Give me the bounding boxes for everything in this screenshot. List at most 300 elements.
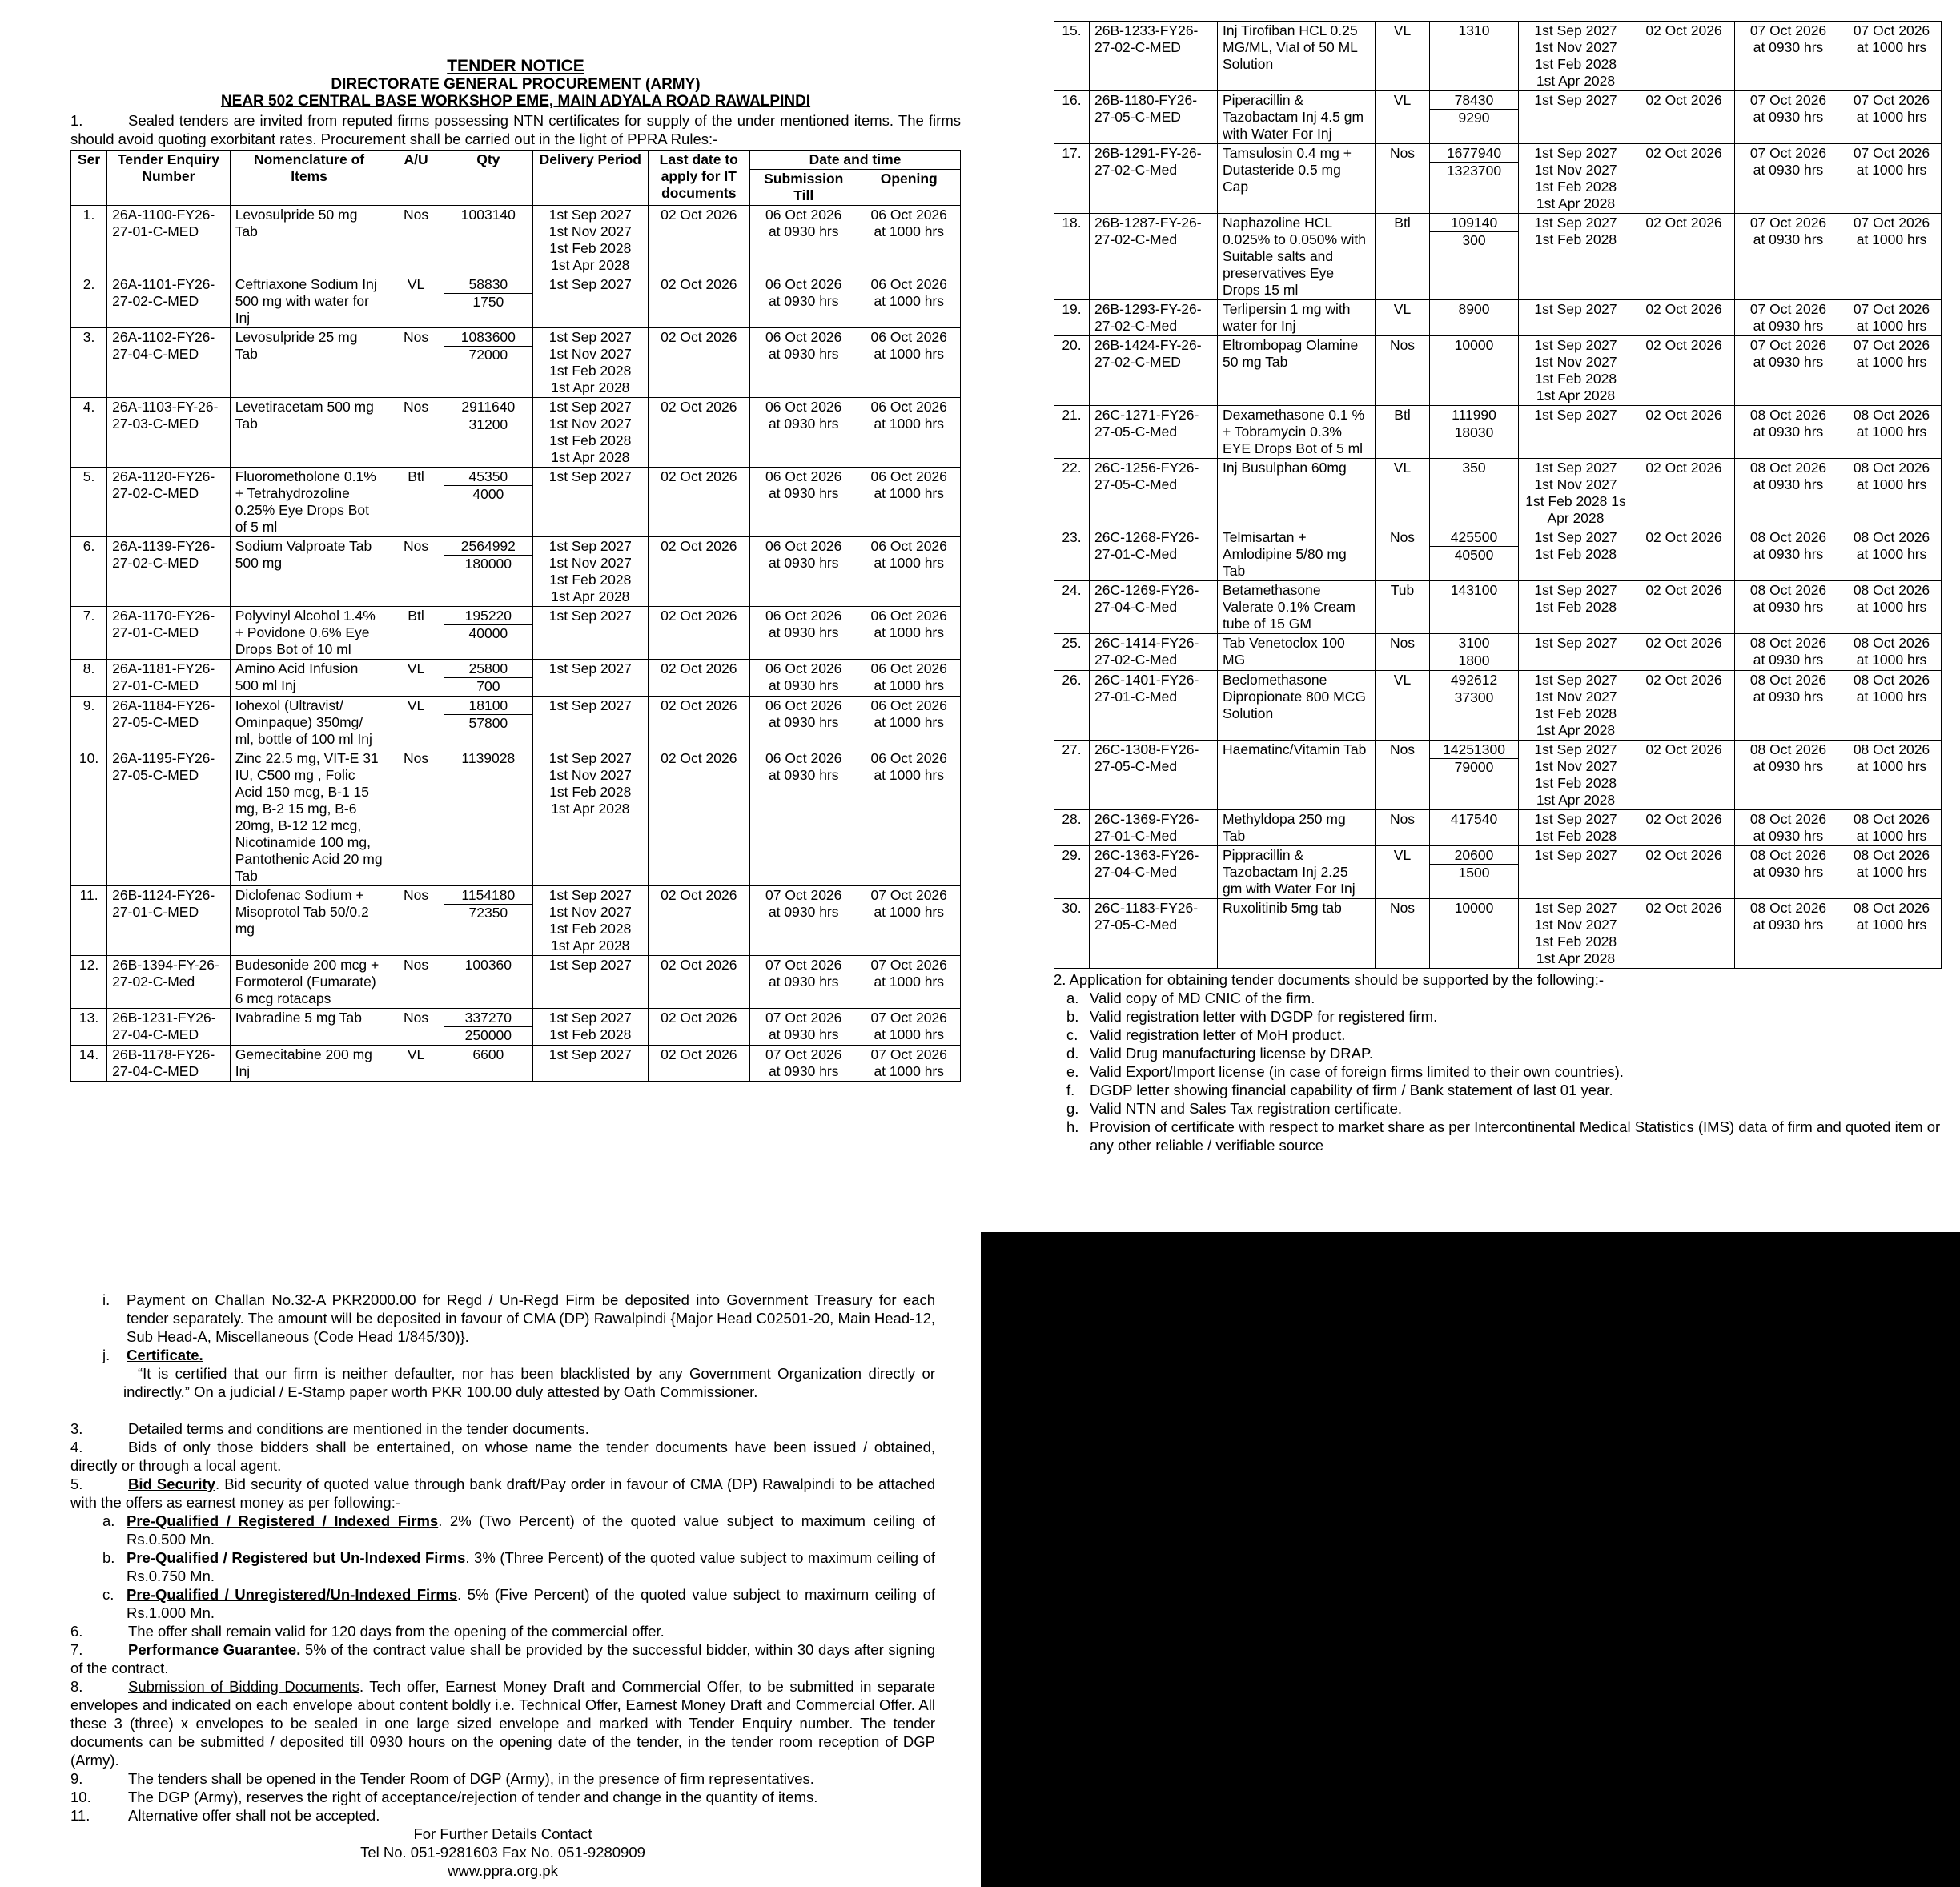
cell-submission: 06 Oct 2026 at 0930 hrs [750, 328, 858, 398]
qty-value-2: 300 [1462, 232, 1486, 248]
cell-lastdate: 02 Oct 2026 [648, 275, 749, 328]
intro-number: 1. [70, 112, 83, 129]
para-8: 8. Submission of Bidding Documents. Tech offer, Earnest Money Draft and Commercial Offer, to be submitted in separate envelopes and indicated on each envelope about content boldly i.e. Technical Offer, Earnest Money Draft and Commercial Offer. All these 3 (three) x envelopes to be sealed in one large sized envelope and marked with Tender Enquiry number. The tender documents can be submitted / deposited till 0930 hours on the opening date of the tender, in the tender room reception of DGP (Army). [70, 1678, 935, 1769]
cell-opening: 07 Oct 2026 at 1000 hrs [1842, 144, 1942, 214]
para-6: 6. The offer shall remain valid for 120 days from the opening of the commercial offer. [70, 1623, 665, 1640]
qty-value: 2911640 [444, 399, 532, 416]
cell-submission: 07 Oct 2026 at 0930 hrs [1735, 22, 1842, 91]
cell-lastdate: 02 Oct 2026 [1633, 528, 1735, 581]
cell-ser: 23. [1054, 528, 1090, 581]
cell-delivery: 1st Sep 2027 1st Nov 2027 1st Feb 2028 1st Apr 2028 [533, 537, 649, 607]
qty-value: 337270 [444, 1010, 532, 1027]
cell-qty [1430, 899, 1519, 969]
term-i: i. Payment on Challan No.32-A PKR2000.00 for Regd / Un-Regd Firm be deposited into Government Treasury for each tender separately. The amount will be deposited in favour of CMA (DP) Rawalpindi {Major Head C02501-20, Main Head-12, Sub Head-A, Miscellaneous (Code Head 1/845/30)}. [102, 1291, 935, 1345]
cell-delivery: 1st Sep 2027 [1519, 91, 1633, 144]
cell-item: Zinc 22.5 mg, VIT-E 31 IU, C500 mg , Folic Acid 150 mcg, B-1 15 mg, B-2 15 mg, B-6 20mg, B-12 12 mcg, Nicotinamide 100 mg, Pantothenic Acid 20 mg Tab [230, 749, 388, 886]
cell-qty [1430, 846, 1519, 899]
cell-item: Haematinc/Vitamin Tab [1218, 741, 1376, 810]
qty-value: 45350 [444, 468, 532, 486]
cell-lastdate: 02 Oct 2026 [648, 537, 749, 607]
application-item [1054, 1118, 1941, 1154]
cell-delivery: 1st Sep 2027 1st Feb 2028 [533, 1009, 649, 1046]
cell-qty [1430, 741, 1519, 810]
cell-ser: 10. [71, 749, 107, 886]
intro-text: Sealed tenders are invited from reputed firms possessing NTN certificates for supply of the under mentioned items. The firms should avoid quoting exorbitant rates. Procurement shall be carried out in the light of PPRA Rules:- [70, 112, 961, 147]
qty-value: 350 [1462, 460, 1486, 476]
cell-lastdate: 02 Oct 2026 [648, 956, 749, 1009]
cell-lastdate: 02 Oct 2026 [648, 1009, 749, 1046]
term-j: j. Certificate. [102, 1347, 203, 1363]
th-datetime: Date and time [750, 151, 961, 170]
cell-opening: 08 Oct 2026 at 1000 hrs [1842, 528, 1942, 581]
cell-au: Tub [1376, 581, 1430, 634]
th-lastdate: Last date to apply for IT documents [648, 151, 749, 206]
cell-lastdate: 02 Oct 2026 [1633, 581, 1735, 634]
para-4: 4. Bids of only those bidders shall be entertained, on whose name the tender documents have been issued / obtained, directly or through a local agent. [70, 1439, 935, 1474]
cell-item: Inj Busulphan 60mg [1218, 459, 1376, 528]
cell-submission: 07 Oct 2026 at 0930 hrs [750, 886, 858, 956]
application-item-text: Provision of certificate with respect to market share as per Intercontinental Medical Statistics (IMS) data of firm and quoted item or any other reliable / verifiable source [1090, 1118, 1941, 1154]
cell-opening: 07 Oct 2026 at 1000 hrs [1842, 300, 1942, 336]
cell-submission: 06 Oct 2026 at 0930 hrs [750, 660, 858, 697]
cell-enquiry: 26B-1178-FY26-27-04-C-MED [107, 1046, 231, 1082]
application-item [1054, 1007, 1941, 1026]
qty-value-2: 700 [476, 678, 500, 694]
table-row [71, 749, 961, 886]
cell-delivery: 1st Sep 2027 [533, 956, 649, 1009]
qty-value: 6600 [472, 1046, 504, 1062]
table-row [71, 1046, 961, 1082]
application-item-key: f. [1066, 1082, 1075, 1098]
cell-delivery: 1st Sep 2027 [533, 660, 649, 697]
cell-opening: 06 Oct 2026 at 1000 hrs [858, 749, 961, 886]
cell-opening: 07 Oct 2026 at 1000 hrs [858, 886, 961, 956]
application-item-key: c. [1066, 1026, 1078, 1043]
cell-submission: 06 Oct 2026 at 0930 hrs [750, 275, 858, 328]
th-qty: Qty [444, 151, 532, 206]
cell-ser: 3. [71, 328, 107, 398]
cell-enquiry: 26C-1256-FY26-27-05-C-Med [1090, 459, 1218, 528]
cell-submission: 08 Oct 2026 at 0930 hrs [1735, 741, 1842, 810]
qty-value: 109140 [1430, 215, 1518, 232]
qty-value: 1083600 [444, 329, 532, 347]
items-table-left-body [71, 206, 961, 1082]
table-row [71, 956, 961, 1009]
cell-ser: 12. [71, 956, 107, 1009]
cell-delivery: 1st Sep 2027 [1519, 300, 1633, 336]
qty-value-2: 9290 [1458, 110, 1490, 126]
cell-delivery: 1st Sep 2027 [1519, 846, 1633, 899]
cell-submission: 08 Oct 2026 at 0930 hrs [1735, 634, 1842, 671]
application-item-key: d. [1066, 1045, 1079, 1062]
cell-opening: 06 Oct 2026 at 1000 hrs [858, 607, 961, 660]
cell-ser: 21. [1054, 406, 1090, 459]
qty-value: 1139028 [461, 750, 516, 766]
cell-opening: 08 Oct 2026 at 1000 hrs [1842, 741, 1942, 810]
cell-au: Nos [1376, 336, 1430, 406]
cell-submission: 06 Oct 2026 at 0930 hrs [750, 607, 858, 660]
application-item [1054, 1062, 1941, 1081]
cell-item: Gemecitabine 200 mg Inj [230, 1046, 388, 1082]
cell-qty [444, 660, 532, 697]
para-5: 5. Bid Security. Bid security of quoted value through bank draft/Pay order in favour of CMA (DP) Rawalpindi to be attached with the offers as earnest money as per following:- [70, 1475, 935, 1511]
cell-enquiry: 26C-1414-FY26-27-02-C-Med [1090, 634, 1218, 671]
table-row [71, 660, 961, 697]
cell-qty [1430, 22, 1519, 91]
cell-item: Ruxolitinib 5mg tab [1218, 899, 1376, 969]
cell-au: Nos [1376, 144, 1430, 214]
ppra-link[interactable]: www.ppra.org.pk [448, 1862, 558, 1879]
cell-item: Terlipersin 1 mg with water for Inj [1218, 300, 1376, 336]
qty-value-2: 40000 [468, 625, 508, 641]
cell-opening: 06 Oct 2026 at 1000 hrs [858, 398, 961, 468]
cell-delivery: 1st Sep 2027 1st Nov 2027 1st Feb 2028 1st Apr 2028 [533, 328, 649, 398]
cell-enquiry: 26B-1124-FY26-27-01-C-MED [107, 886, 231, 956]
cell-opening: 08 Oct 2026 at 1000 hrs [1842, 810, 1942, 846]
table-row [1054, 634, 1942, 671]
cell-delivery: 1st Sep 2027 1st Nov 2027 1st Feb 2028 1st Apr 2028 [533, 398, 649, 468]
cell-au: VL [1376, 91, 1430, 144]
cell-delivery: 1st Sep 2027 [533, 468, 649, 537]
cell-enquiry: 26C-1369-FY26-27-01-C-Med [1090, 810, 1218, 846]
cell-lastdate: 02 Oct 2026 [1633, 336, 1735, 406]
cell-lastdate: 02 Oct 2026 [1633, 22, 1735, 91]
table-row [1054, 336, 1942, 406]
table-row [1054, 22, 1942, 91]
cell-delivery: 1st Sep 2027 1st Nov 2027 1st Feb 2028 1s Apr 2028 [1519, 459, 1633, 528]
cell-submission: 07 Oct 2026 at 0930 hrs [1735, 300, 1842, 336]
cell-qty [1430, 144, 1519, 214]
cell-item: Polyvinyl Alcohol 1.4% + Povidone 0.6% Eye Drops Bot of 10 ml [230, 607, 388, 660]
cell-delivery: 1st Sep 2027 1st Nov 2027 1st Feb 2028 1st Apr 2028 [1519, 144, 1633, 214]
cell-item: Beclomethasone Dipropionate 800 MCG Solution [1218, 671, 1376, 741]
para-5a: a. Pre-Qualified / Registered / Indexed Firms. 2% (Two Percent) of the quoted value subject to maximum ceiling of Rs.0.500 Mn. [102, 1512, 935, 1548]
items-table-right-body [1054, 22, 1942, 969]
qty-value: 425500 [1430, 529, 1518, 547]
cell-item: Levosulpride 50 mg Tab [230, 206, 388, 275]
cell-opening: 08 Oct 2026 at 1000 hrs [1842, 634, 1942, 671]
cell-lastdate: 02 Oct 2026 [1633, 899, 1735, 969]
th-ser: Ser [71, 151, 107, 206]
cell-submission: 08 Oct 2026 at 0930 hrs [1735, 459, 1842, 528]
cell-ser: 20. [1054, 336, 1090, 406]
cell-lastdate: 02 Oct 2026 [1633, 634, 1735, 671]
cell-submission: 07 Oct 2026 at 0930 hrs [1735, 144, 1842, 214]
cell-delivery: 1st Sep 2027 [1519, 406, 1633, 459]
blank-black-area [981, 1232, 1960, 1887]
cell-enquiry: 26C-1363-FY26-27-04-C-Med [1090, 846, 1218, 899]
qty-value: 3100 [1430, 635, 1518, 652]
qty-value: 1677940 [1430, 145, 1518, 163]
cell-enquiry: 26B-1231-FY26-27-04-C-MED [107, 1009, 231, 1046]
qty-value: 14251300 [1430, 741, 1518, 759]
cell-qty [444, 468, 532, 537]
cell-opening: 06 Oct 2026 at 1000 hrs [858, 275, 961, 328]
qty-value: 20600 [1430, 847, 1518, 865]
cell-au: Nos [388, 328, 444, 398]
table-row [1054, 214, 1942, 300]
qty-value: 8900 [1458, 301, 1490, 317]
items-table-right [1054, 21, 1942, 969]
th-delivery: Delivery Period [533, 151, 649, 206]
table-row [71, 206, 961, 275]
qty-value-2: 31200 [468, 416, 508, 432]
cell-qty [444, 697, 532, 749]
qty-value: 78430 [1430, 92, 1518, 110]
cell-au: VL [388, 275, 444, 328]
cell-delivery: 1st Sep 2027 [533, 697, 649, 749]
cell-au: Nos [388, 206, 444, 275]
qty-value: 111990 [1430, 407, 1518, 424]
cell-qty [444, 328, 532, 398]
table-row [1054, 899, 1942, 969]
contact-phone: Tel No. 051-9281603 Fax No. 051-9280909 [360, 1844, 645, 1861]
items-table-left [70, 150, 961, 1082]
cell-lastdate: 02 Oct 2026 [648, 398, 749, 468]
application-item [1054, 1026, 1941, 1044]
table-row [1054, 528, 1942, 581]
cell-au: VL [1376, 671, 1430, 741]
cell-au: Nos [1376, 899, 1430, 969]
cell-item: Tab Venetoclox 100 MG [1218, 634, 1376, 671]
para-3: 3. Detailed terms and conditions are mentioned in the tender documents. [70, 1420, 589, 1437]
contact-heading: For Further Details Contact [413, 1825, 592, 1842]
cell-opening: 07 Oct 2026 at 1000 hrs [858, 956, 961, 1009]
cell-opening: 07 Oct 2026 at 1000 hrs [858, 1046, 961, 1082]
cell-ser: 4. [71, 398, 107, 468]
application-item-text: Valid registration letter with DGDP for registered firm. [1090, 1008, 1438, 1025]
cell-qty [1430, 336, 1519, 406]
th-submission: Submission Till [750, 170, 858, 206]
cell-qty [1430, 671, 1519, 741]
cell-au: Nos [388, 749, 444, 886]
cell-lastdate: 02 Oct 2026 [648, 607, 749, 660]
cell-submission: 08 Oct 2026 at 0930 hrs [1735, 406, 1842, 459]
qty-value: 1003140 [460, 207, 516, 223]
cell-qty [444, 537, 532, 607]
cell-submission: 07 Oct 2026 at 0930 hrs [750, 1046, 858, 1082]
para-5b: b. Pre-Qualified / Registered but Un-Indexed Firms. 3% (Three Percent) of the quoted value subject to maximum ceiling of Rs.0.750 Mn. [102, 1549, 935, 1584]
cell-delivery: 1st Sep 2027 [533, 607, 649, 660]
cell-submission: 06 Oct 2026 at 0930 hrs [750, 749, 858, 886]
cell-qty [444, 886, 532, 956]
cell-opening: 06 Oct 2026 at 1000 hrs [858, 328, 961, 398]
cell-enquiry: 26A-1103-FY-26-27-03-C-MED [107, 398, 231, 468]
cell-item: Pippracillin & Tazobactam Inj 2.25 gm with Water For Inj [1218, 846, 1376, 899]
para-10: 10. The DGP (Army), reserves the right of acceptance/rejection of tender and change in the quantity of items. [70, 1789, 818, 1805]
application-item [1054, 1099, 1941, 1118]
cell-enquiry: 26C-1268-FY26-27-01-C-Med [1090, 528, 1218, 581]
cell-item: Levetiracetam 500 mg Tab [230, 398, 388, 468]
cell-ser: 30. [1054, 899, 1090, 969]
cell-enquiry: 26B-1291-FY-26-27-02-C-Med [1090, 144, 1218, 214]
qty-value-2: 72350 [468, 905, 508, 921]
cell-ser: 26. [1054, 671, 1090, 741]
cell-ser: 29. [1054, 846, 1090, 899]
cell-item: Sodium Valproate Tab 500 mg [230, 537, 388, 607]
cell-item: Ceftriaxone Sodium Inj 500 mg with water for Inj [230, 275, 388, 328]
cell-lastdate: 02 Oct 2026 [1633, 846, 1735, 899]
cell-delivery: 1st Sep 2027 1st Feb 2028 [1519, 810, 1633, 846]
cell-enquiry: 26A-1100-FY26-27-01-C-MED [107, 206, 231, 275]
cell-lastdate: 02 Oct 2026 [648, 749, 749, 886]
table-row [71, 468, 961, 537]
cell-au: VL [388, 697, 444, 749]
table-row [71, 697, 961, 749]
table-row [1054, 810, 1942, 846]
cell-qty [1430, 91, 1519, 144]
table-row [1054, 91, 1942, 144]
cell-au: Btl [388, 607, 444, 660]
cell-au: Nos [388, 537, 444, 607]
cell-qty [1430, 810, 1519, 846]
cell-qty [1430, 634, 1519, 671]
cell-ser: 6. [71, 537, 107, 607]
cell-opening: 08 Oct 2026 at 1000 hrs [1842, 899, 1942, 969]
qty-value-2: 1800 [1458, 652, 1490, 668]
qty-value: 417540 [1450, 811, 1498, 827]
qty-value: 10000 [1454, 337, 1494, 353]
qty-value-2: 250000 [464, 1027, 512, 1043]
cell-delivery: 1st Sep 2027 1st Nov 2027 1st Feb 2028 1st Apr 2028 [1519, 22, 1633, 91]
cell-opening: 08 Oct 2026 at 1000 hrs [1842, 459, 1942, 528]
cell-lastdate: 02 Oct 2026 [1633, 810, 1735, 846]
cell-au: Nos [1376, 810, 1430, 846]
qty-value-2: 72000 [468, 347, 508, 363]
cell-ser: 25. [1054, 634, 1090, 671]
cell-au: Btl [1376, 214, 1430, 300]
cell-submission: 07 Oct 2026 at 0930 hrs [750, 1009, 858, 1046]
para-7: 7. Performance Guarantee. 5% of the contract value shall be provided by the successful bidder, within 30 days after signing of the contract. [70, 1641, 935, 1676]
para-11: 11. Alternative offer shall not be accepted. [70, 1807, 380, 1824]
cell-submission: 06 Oct 2026 at 0930 hrs [750, 206, 858, 275]
cell-lastdate: 02 Oct 2026 [1633, 406, 1735, 459]
application-item-key: a. [1066, 990, 1079, 1006]
cell-item: Iohexol (Ultravist/ Ominpaque) 350mg/ ml, bottle of 100 ml Inj [230, 697, 388, 749]
cell-ser: 15. [1054, 22, 1090, 91]
notice-title: TENDER NOTICE [447, 57, 584, 75]
qty-value: 100360 [464, 957, 512, 973]
cell-qty [1430, 214, 1519, 300]
qty-value: 2564992 [444, 538, 532, 556]
table-row [1054, 406, 1942, 459]
cell-ser: 5. [71, 468, 107, 537]
cell-ser: 8. [71, 660, 107, 697]
cell-ser: 2. [71, 275, 107, 328]
cell-item: Budesonide 200 mcg + Formoterol (Fumarate) 6 mcg rotacaps [230, 956, 388, 1009]
application-item-key: e. [1066, 1063, 1079, 1080]
cell-delivery: 1st Sep 2027 1st Feb 2028 [1519, 214, 1633, 300]
cell-lastdate: 02 Oct 2026 [648, 328, 749, 398]
intro-paragraph [70, 111, 961, 148]
cell-item: Dexamethasone 0.1 % + Tobramycin 0.3% EYE Drops Bot of 5 ml [1218, 406, 1376, 459]
cell-submission: 06 Oct 2026 at 0930 hrs [750, 398, 858, 468]
cell-delivery: 1st Sep 2027 1st Nov 2027 1st Feb 2028 1st Apr 2028 [533, 749, 649, 886]
table-row [71, 537, 961, 607]
table-row [71, 607, 961, 660]
cell-enquiry: 26C-1401-FY26-27-01-C-Med [1090, 671, 1218, 741]
tender-notice-page-2 [1054, 21, 1941, 1154]
cell-submission: 08 Oct 2026 at 0930 hrs [1735, 528, 1842, 581]
cell-au: Nos [388, 398, 444, 468]
cell-delivery: 1st Sep 2027 1st Nov 2027 1st Feb 2028 1st Apr 2028 [1519, 741, 1633, 810]
cell-qty [444, 749, 532, 886]
cell-enquiry: 26A-1184-FY26-27-05-C-MED [107, 697, 231, 749]
cell-opening: 07 Oct 2026 at 1000 hrs [858, 1009, 961, 1046]
cell-item: Methyldopa 250 mg Tab [1218, 810, 1376, 846]
cell-lastdate: 02 Oct 2026 [648, 886, 749, 956]
tender-notice-page-3 [70, 1291, 935, 1880]
cell-opening: 07 Oct 2026 at 1000 hrs [1842, 22, 1942, 91]
th-au: A/U [388, 151, 444, 206]
cell-enquiry: 26B-1180-FY26-27-05-C-MED [1090, 91, 1218, 144]
cell-qty [444, 206, 532, 275]
th-enquiry: Tender Enquiry Number [107, 151, 231, 206]
application-item [1054, 1044, 1941, 1062]
application-item [1054, 989, 1941, 1007]
cell-ser: 14. [71, 1046, 107, 1082]
cell-submission: 07 Oct 2026 at 0930 hrs [1735, 336, 1842, 406]
cell-au: VL [1376, 22, 1430, 91]
cell-delivery: 1st Sep 2027 1st Nov 2027 1st Feb 2028 1st Apr 2028 [533, 206, 649, 275]
cell-au: VL [1376, 846, 1430, 899]
table-row [71, 398, 961, 468]
cell-enquiry: 26A-1195-FY26-27-05-C-MED [107, 749, 231, 886]
qty-value: 492612 [1430, 672, 1518, 689]
cell-item: Levosulpride 25 mg Tab [230, 328, 388, 398]
cell-enquiry: 26B-1293-FY-26-27-02-C-Med [1090, 300, 1218, 336]
cell-submission: 07 Oct 2026 at 0930 hrs [1735, 91, 1842, 144]
table-row [1054, 144, 1942, 214]
cell-qty [444, 398, 532, 468]
qty-value: 58830 [444, 276, 532, 294]
cell-item: Piperacillin & Tazobactam Inj 4.5 gm with Water For Inj [1218, 91, 1376, 144]
certificate-text: “It is certified that our firm is neither defaulter, nor has been blacklisted by any Government Organization directly or indirectly.” On a judicial / E-Stamp paper worth PKR 100.00 duly attested by Oath Commissioner. [123, 1365, 935, 1400]
cell-qty [444, 956, 532, 1009]
cell-submission: 08 Oct 2026 at 0930 hrs [1735, 581, 1842, 634]
cell-enquiry: 26A-1101-FY26-27-02-C-MED [107, 275, 231, 328]
cell-item: Fluorometholone 0.1% + Tetrahydrozoline 0.25% Eye Drops Bot of 5 ml [230, 468, 388, 537]
cell-enquiry: 26B-1287-FY-26-27-02-C-Med [1090, 214, 1218, 300]
cell-au: Nos [1376, 741, 1430, 810]
cell-lastdate: 02 Oct 2026 [648, 1046, 749, 1082]
cell-lastdate: 02 Oct 2026 [1633, 671, 1735, 741]
cell-submission: 06 Oct 2026 at 0930 hrs [750, 537, 858, 607]
cell-lastdate: 02 Oct 2026 [1633, 144, 1735, 214]
cell-lastdate: 02 Oct 2026 [1633, 300, 1735, 336]
cell-au: Nos [1376, 528, 1430, 581]
qty-value: 143100 [1450, 582, 1498, 598]
qty-value: 25800 [444, 660, 532, 678]
cell-lastdate: 02 Oct 2026 [1633, 741, 1735, 810]
cell-delivery: 1st Sep 2027 1st Feb 2028 [1519, 528, 1633, 581]
cell-opening: 06 Oct 2026 at 1000 hrs [858, 206, 961, 275]
table-row [71, 886, 961, 956]
cell-au: Nos [388, 1009, 444, 1046]
qty-value-2: 79000 [1454, 759, 1494, 775]
cell-ser: 1. [71, 206, 107, 275]
application-item-text: Valid NTN and Sales Tax registration certificate. [1090, 1100, 1403, 1117]
table-row [71, 1009, 961, 1046]
cell-item: Ivabradine 5 mg Tab [230, 1009, 388, 1046]
cell-ser: 16. [1054, 91, 1090, 144]
cell-enquiry: 26A-1181-FY26-27-01-C-MED [107, 660, 231, 697]
table-row [71, 275, 961, 328]
cell-ser: 11. [71, 886, 107, 956]
cell-au: Nos [1376, 634, 1430, 671]
application-item-text: DGDP letter showing financial capability of firm / Bank statement of last 01 year. [1090, 1082, 1613, 1098]
table-row [1054, 741, 1942, 810]
